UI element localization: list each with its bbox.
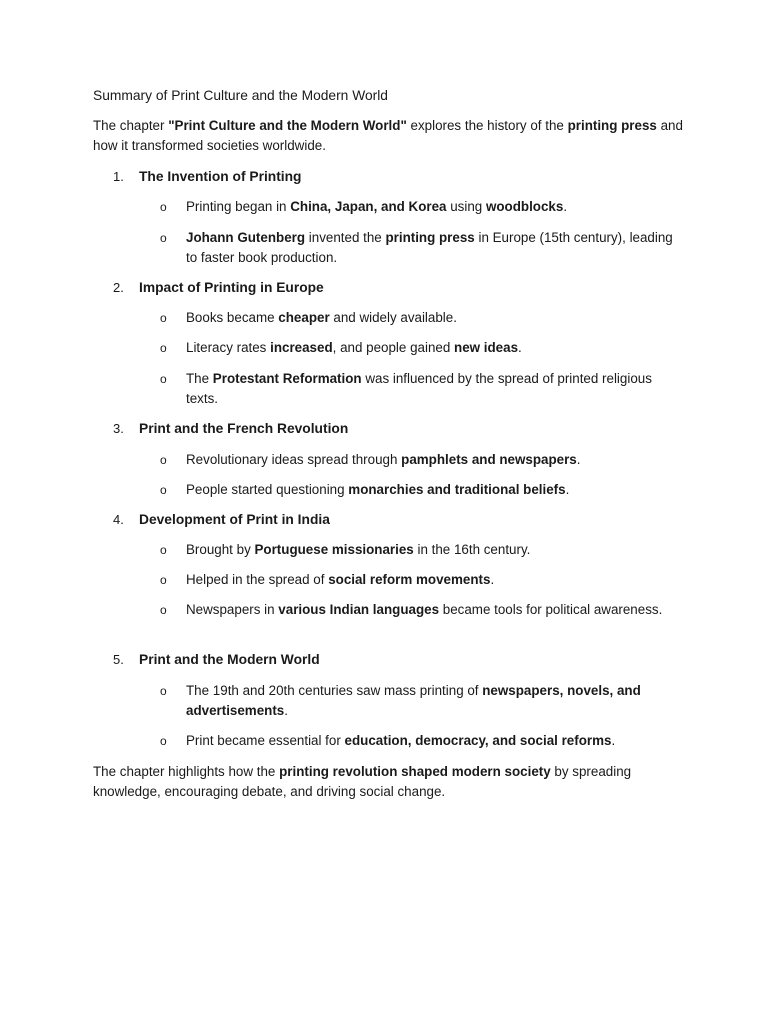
item-bold: increased <box>270 340 333 355</box>
item-text: using <box>446 199 486 214</box>
section-heading-3 <box>113 419 673 439</box>
item-bold: education, democracy, and social reforms <box>344 733 612 748</box>
section-number: 1. <box>113 169 124 184</box>
conclusion-bold: printing revolution shaped modern society <box>279 764 551 779</box>
item-text: Revolutionary ideas spread through <box>186 452 402 467</box>
item-bold: Protestant Reformation <box>212 371 362 386</box>
list-item <box>160 731 680 751</box>
bullet-marker: o <box>160 311 167 325</box>
section-heading-2 <box>113 278 673 298</box>
section-title: Impact of Printing in Europe <box>139 280 324 295</box>
item-text: became tools for political awareness. <box>439 602 663 617</box>
item-text: People started questioning <box>186 482 349 497</box>
item-text: Print became essential for <box>186 733 345 748</box>
bullet-marker: o <box>160 603 167 617</box>
bullet-marker: o <box>160 231 167 245</box>
item-text: invented the <box>305 230 386 245</box>
section-heading-5 <box>113 650 673 670</box>
item-bold: woodblocks <box>485 199 564 214</box>
section-title: Print and the French Revolution <box>139 421 349 436</box>
item-text: Helped in the spread of <box>186 572 329 587</box>
intro-text-2: explores the history of the <box>406 118 568 133</box>
list-item <box>160 228 680 268</box>
list-item <box>160 308 680 328</box>
item-text: . <box>576 452 581 467</box>
list-item <box>160 450 680 470</box>
item-text: . <box>518 340 522 355</box>
list-item <box>160 338 680 358</box>
bullet-marker: o <box>160 543 167 557</box>
item-bold: China, Japan, and Korea <box>290 199 447 214</box>
conclusion-text-2: by spreading knowledge, encouraging debate, and driving social change. <box>93 764 632 799</box>
item-text: in Europe (15th century), leading to faster book production. <box>186 230 673 265</box>
intro-text-3: and how it transformed societies worldwide. <box>93 118 683 153</box>
section-heading-1 <box>113 167 673 187</box>
item-text: Brought by <box>186 542 255 557</box>
item-bold: new ideas <box>454 340 519 355</box>
bullet-marker: o <box>160 341 167 355</box>
item-bold: social reform movements <box>328 572 491 587</box>
item-bold: monarchies and traditional beliefs <box>348 482 566 497</box>
item-text: . <box>565 482 570 497</box>
document-title: Summary of Print Culture and the Modern World <box>93 88 388 103</box>
item-text: . <box>490 572 495 587</box>
item-text: Newspapers in <box>186 602 279 617</box>
intro-text-1: The chapter <box>93 118 169 133</box>
item-bold: Johann Gutenberg <box>186 230 306 245</box>
section-title: Print and the Modern World <box>139 652 320 667</box>
section-number: 4. <box>113 512 124 527</box>
section-number: 5. <box>113 652 124 667</box>
bullet-marker: o <box>160 573 167 587</box>
item-text: . <box>284 703 288 718</box>
item-bold: Portuguese missionaries <box>254 542 414 557</box>
item-text: and widely available. <box>329 310 457 325</box>
item-text: The <box>186 371 213 386</box>
list-item <box>160 570 680 590</box>
item-bold: pamphlets and newspapers <box>401 452 577 467</box>
conclusion-text-1: The chapter highlights how the <box>93 764 280 779</box>
list-item <box>160 540 680 560</box>
item-bold: various Indian languages <box>278 602 440 617</box>
list-item <box>160 197 680 217</box>
bullet-marker: o <box>160 734 167 748</box>
intro-bold-chapter: "Print Culture and the Modern World" <box>168 118 407 133</box>
item-bold: newspapers, novels, and advertisements <box>186 683 641 718</box>
section-title: Development of Print in India <box>139 512 330 527</box>
item-text: . <box>611 733 616 748</box>
item-text: The 19th and 20th centuries saw mass printing of <box>186 683 483 698</box>
list-item <box>160 681 680 721</box>
section-title: The Invention of Printing <box>139 169 302 184</box>
item-text: Literacy rates <box>186 340 271 355</box>
bullet-marker: o <box>160 483 167 497</box>
section-number: 2. <box>113 280 124 295</box>
item-text: Printing began in <box>186 199 291 214</box>
list-item <box>160 600 680 620</box>
intro-bold-printing-press: printing press <box>567 118 657 133</box>
item-bold: cheaper <box>278 310 330 325</box>
item-text: , and people gained <box>332 340 455 355</box>
conclusion-paragraph <box>93 762 683 802</box>
item-text: . <box>563 199 568 214</box>
intro-paragraph <box>93 116 683 156</box>
bullet-marker: o <box>160 372 167 386</box>
list-item <box>160 369 680 409</box>
bullet-marker: o <box>160 200 167 214</box>
item-text: Books became <box>186 310 279 325</box>
item-text: was influenced by the spread of printed religious texts. <box>186 371 652 406</box>
bullet-marker: o <box>160 684 167 698</box>
section-number: 3. <box>113 421 124 436</box>
bullet-marker: o <box>160 453 167 467</box>
list-item <box>160 480 680 500</box>
section-heading-4 <box>113 510 673 530</box>
item-bold: printing press <box>385 230 475 245</box>
item-text: in the 16th century. <box>413 542 531 557</box>
